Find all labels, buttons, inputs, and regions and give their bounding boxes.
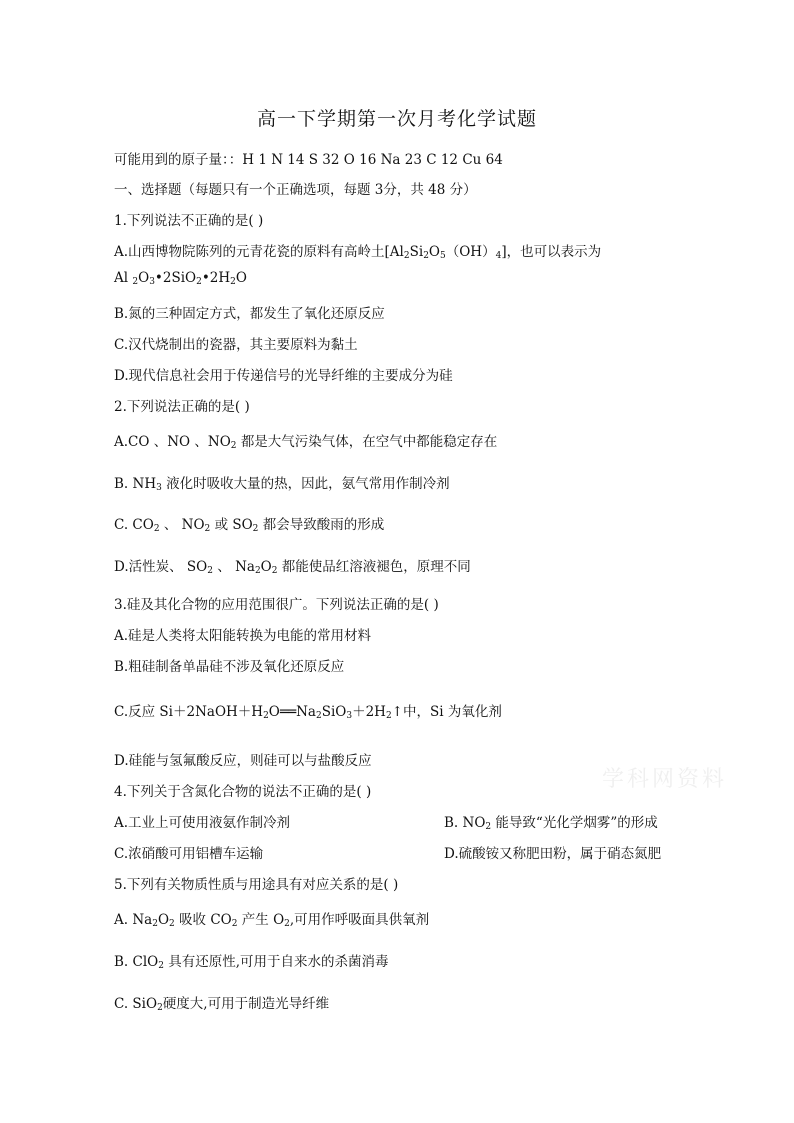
question-3-option-c: C.反应 $Si+2NaOH+H_2O══Na_2SiO_3+2H_2↑$中，Si 为氧化剂 <box>114 704 502 721</box>
question-2-option-d: D.活性炭、 $SO_2$ 、 $Na_2O_2$ 都能使品红溶液褪色，原理不同 <box>114 559 471 576</box>
question-2-option-a: A.CO 、NO 、$NO_2$ 都是大气污染气体，在空气中都能稳定存在 <box>114 434 498 451</box>
question-5-option-a: A. $Na_2O_2$ 吸收 $CO_2$ 产生 $O_2$,可用作呼吸面具供氧剂 <box>114 912 430 929</box>
question-5-option-b: B. ClO$_2$ 具有还原性,可用于自来水的杀菌消毒 <box>114 954 389 971</box>
section-heading: 一、选择题（每题只有一个正确选项，每题 3分，共 48 分） <box>114 182 477 198</box>
question-1-stem: 1.下列说法不正确的是( ) <box>114 213 264 229</box>
question-4-row-1 <box>114 811 658 832</box>
question-1-option-c: C.汉代烧制出的瓷器，其主要原料为黏土 <box>114 337 358 353</box>
question-3-option-a: A.硅是人类将太阳能转换为电能的常用材料 <box>114 628 372 644</box>
question-1-option-b: B.氮的三种固定方式，都发生了氧化还原反应 <box>114 306 385 322</box>
question-1-option-a: A.山西博物院陈列的元青花瓷的原料有高岭土$[Al_2Si_2O_5(OH)_4]$，也可以表示为 <box>114 244 602 261</box>
page-title: 高一下学期第一次月考化学试题 <box>256 108 537 130</box>
question-3-stem: 3.硅及其化合物的应用范围很广。下列说法正确的是( ) <box>114 597 439 613</box>
question-4-row-2 <box>114 842 662 862</box>
question-4-option-d: D.硫酸铵又称肥田粉，属于硝态氮肥 <box>444 846 662 862</box>
question-4-option-b: B. $NO_2$ 能导致“光化学烟雾”的形成 <box>444 815 658 832</box>
question-4-option-c: C.浓硝酸可用铝槽车运输 <box>114 846 264 862</box>
question-2-option-b: B. $NH_3$ 液化时吸收大量的热，因此，氨气常用作制冷剂 <box>114 476 450 493</box>
question-2-stem: 2.下列说法正确的是( ) <box>114 399 250 415</box>
question-2-option-c: C. $CO_2$ 、 $NO_2$ 或 $SO_2$ 都会导致酸雨的形成 <box>114 517 385 534</box>
question-4-option-a: A.工业上可使用液氨作制冷剂 <box>114 815 291 831</box>
question-1-option-d: D.现代信息社会用于传递信号的光导纤维的主要成分为硅 <box>114 368 453 384</box>
watermark: 学科网资料 <box>602 767 728 792</box>
atomic-masses: 可能用到的原子量：：H 1 N 14 S 32 O 16 Na 23 C 12 Cu 64 <box>114 152 503 168</box>
question-5-option-c: C. SiO$_2$硬度大,可用于制造光导纤维 <box>114 996 330 1013</box>
question-3-option-d: D.硅能与氢氟酸反应，则硅可以与盐酸反应 <box>114 753 372 769</box>
question-3-option-b: B.粗硅制备单晶硅不涉及氧化还原反应 <box>114 659 345 675</box>
question-1-option-a-cont: Al $_2O_3•2SiO_2•2H_2O$ <box>114 270 247 287</box>
question-4-stem: 4.下列关于含氮化合物的说法不正确的是( ) <box>114 784 372 800</box>
question-5-stem: 5.下列有关物质性质与用途具有对应关系的是( ) <box>114 877 399 893</box>
